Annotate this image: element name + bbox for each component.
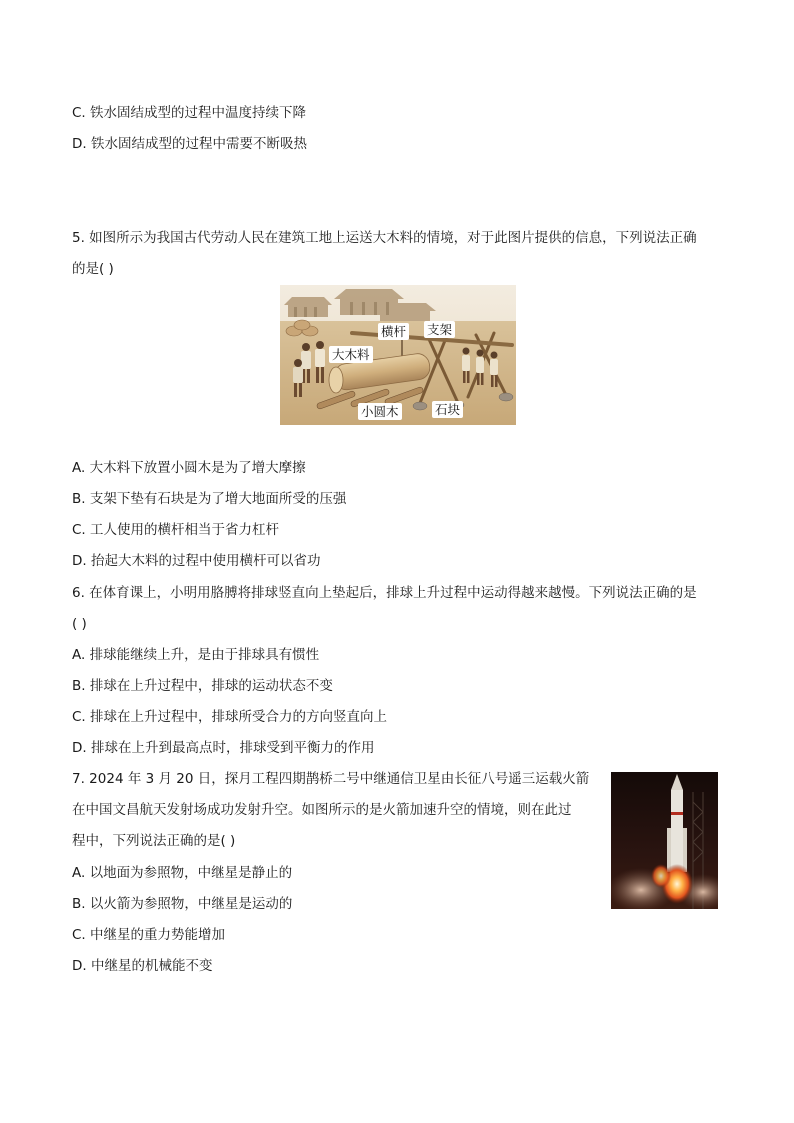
q5-option-b: B. 支架下垫有石块是为了增大地面所受的压强	[72, 491, 347, 507]
q7-stem-line1: 7. 2024 年 3 月 20 日，探月工程四期鹊桥二号中继通信卫星由长征八号遥三运载火箭	[72, 771, 590, 787]
q5-stem-line1: 5. 如图所示为我国古代劳动人民在建筑工地上运送大木料的情境，对于此图片提供的信息，下列说法正确	[72, 230, 697, 246]
q5-stem-line2: 的是( )	[72, 261, 114, 277]
label-log: 大木料	[329, 346, 373, 363]
q5-option-c: C. 工人使用的横杆相当于省力杠杆	[72, 522, 280, 538]
q5-option-a: A. 大木料下放置小圆木是为了增大摩擦	[72, 460, 306, 476]
q7-option-a: A. 以地面为参照物，中继星是静止的	[72, 865, 293, 881]
q7-stem-line2: 在中国文昌航天发射场成功发射升空。如图所示的是火箭加速升空的情境，则在此过	[72, 802, 572, 818]
q5-construction-figure	[280, 285, 516, 425]
label-stone: 石块	[432, 401, 463, 418]
q7-rocket-launch-photo	[611, 772, 718, 909]
q6-option-b: B. 排球在上升过程中，排球的运动状态不变	[72, 678, 333, 694]
label-rollers: 小圆木	[358, 403, 402, 420]
q4-option-d: D. 铁水固结成型的过程中需要不断吸热	[72, 136, 307, 152]
label-support: 支架	[424, 321, 455, 338]
q6-option-a: A. 排球能继续上升，是由于排球具有惯性	[72, 647, 320, 663]
q7-option-d: D. 中继星的机械能不变	[72, 958, 213, 974]
q7-option-c: C. 中继星的重力势能增加	[72, 927, 226, 943]
label-crossbar: 横杆	[378, 323, 409, 340]
q4-option-c: C. 铁水固结成型的过程中温度持续下降	[72, 105, 307, 121]
rocket-launch-illustration	[611, 772, 718, 909]
q6-option-d: D. 排球在上升到最高点时，排球受到平衡力的作用	[72, 740, 375, 756]
q5-option-d: D. 抬起大木料的过程中使用横杆可以省功	[72, 553, 321, 569]
q6-stem-line2: ( )	[72, 616, 87, 632]
q6-option-c: C. 排球在上升过程中，排球所受合力的方向竖直向上	[72, 709, 388, 725]
q6-stem-line1: 6. 在体育课上，小明用胳膊将排球竖直向上垫起后，排球上升过程中运动得越来越慢。下列说法正确的是	[72, 585, 697, 601]
q7-option-b: B. 以火箭为参照物，中继星是运动的	[72, 896, 293, 912]
q7-stem-line3: 程中，下列说法正确的是( )	[72, 833, 236, 849]
